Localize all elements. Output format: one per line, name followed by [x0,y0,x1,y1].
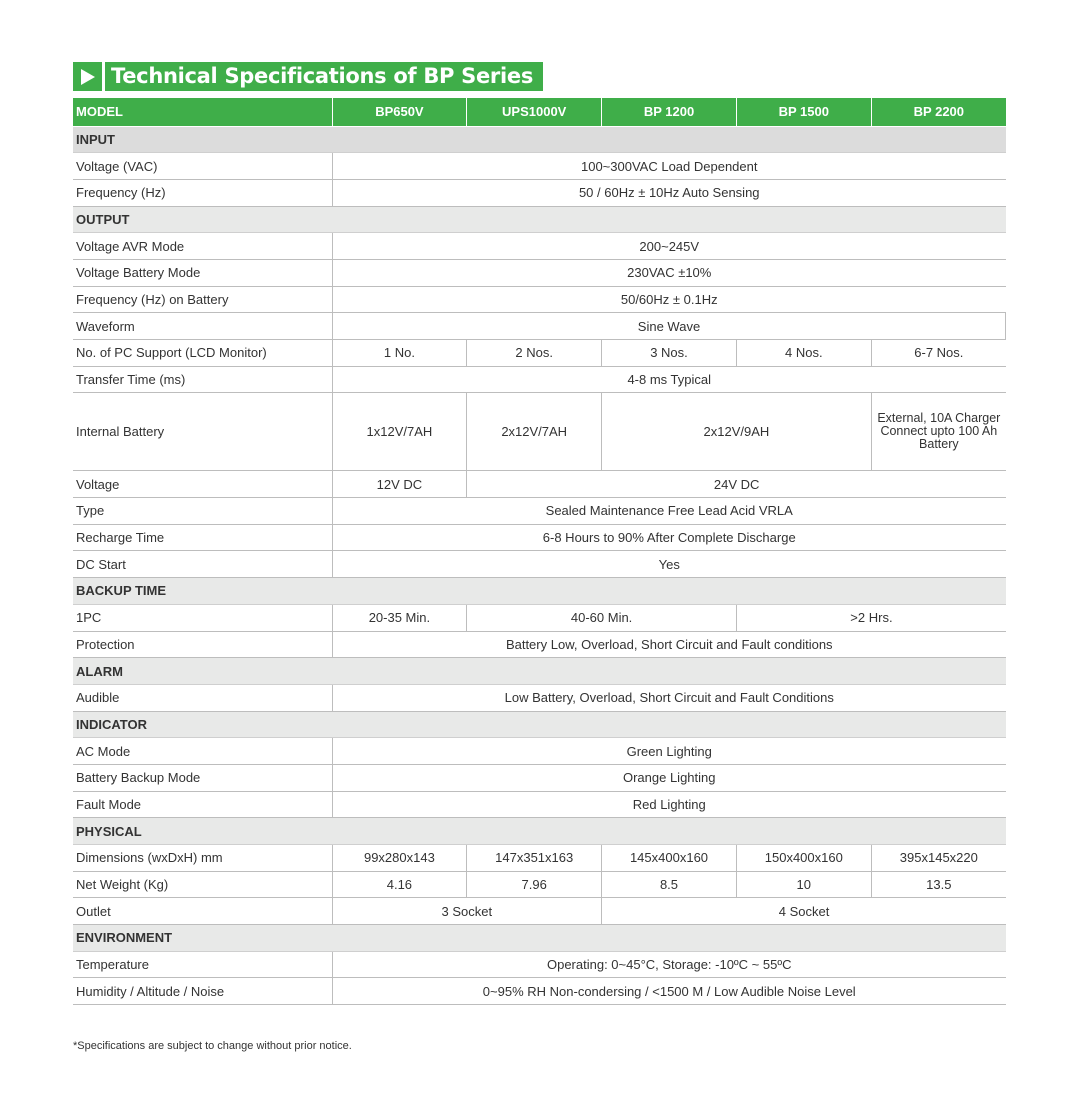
table-row [73,340,1006,367]
table-row [73,684,1006,711]
table-row [73,233,1006,260]
table-row [73,978,1006,1005]
row-value: 50/60Hz ± 0.1Hz [332,286,1006,313]
section-row [73,658,1006,685]
header-model: MODEL [73,98,332,126]
row-value: 6-8 Hours to 90% After Complete Discharge [332,524,1006,551]
table-row [73,471,1006,498]
table-row [73,524,1006,551]
section-physical: PHYSICAL [73,818,1006,845]
cell-value: 2x12V/7AH [467,393,602,471]
table-row [73,631,1006,658]
table-row [73,951,1006,978]
cell-value: 4.16 [332,871,467,898]
row-label: Internal Battery [73,393,332,471]
section-row [73,818,1006,845]
table-row [73,871,1006,898]
spec-table [73,98,1006,1005]
row-label: Protection [73,631,332,658]
row-label: 1PC [73,604,332,631]
cell-value: 147x351x163 [467,845,602,872]
page-title: Technical Specifications of BP Series [105,62,543,91]
table-row [73,791,1006,818]
cell-value: 10 [736,871,871,898]
cell-value: 6-7 Nos. [871,340,1006,367]
cell-value: 1x12V/7AH [332,393,467,471]
row-label: Waveform [73,313,332,340]
cell-value: 13.5 [871,871,1006,898]
cell-value: 7.96 [467,871,602,898]
table-row [73,604,1006,631]
cell-value: 2 Nos. [467,340,602,367]
cell-value: >2 Hrs. [736,604,1006,631]
table-row [73,366,1006,393]
table-row [73,764,1006,791]
row-value: Low Battery, Overload, Short Circuit and Fault Conditions [332,684,1006,711]
cell-value: 145x400x160 [602,845,737,872]
cell-value: 150x400x160 [736,845,871,872]
cell-value: 4 Socket [602,898,1006,925]
title-banner [73,62,543,91]
cell-value: 1 No. [332,340,467,367]
row-value: 200~245V [332,233,1006,260]
row-value: Orange Lighting [332,764,1006,791]
section-row [73,925,1006,952]
play-arrow-icon [73,62,102,91]
row-label: Transfer Time (ms) [73,366,332,393]
table-row [73,259,1006,286]
row-label: Voltage (VAC) [73,153,332,180]
cell-value: 12V DC [332,471,467,498]
table-row [73,498,1006,525]
row-value: 50 / 60Hz ± 10Hz Auto Sensing [332,179,1006,206]
row-value: 230VAC ±10% [332,259,1006,286]
row-value: 100~300VAC Load Dependent [332,153,1006,180]
cell-value: 2x12V/9AH [602,393,872,471]
row-label: Net Weight (Kg) [73,871,332,898]
row-label: Fault Mode [73,791,332,818]
cell-value: 20-35 Min. [332,604,467,631]
cell-value: 8.5 [602,871,737,898]
row-label: Voltage Battery Mode [73,259,332,286]
table-row [73,738,1006,765]
row-label: Battery Backup Mode [73,764,332,791]
section-row [73,578,1006,605]
section-row [73,126,1006,153]
row-label: Voltage [73,471,332,498]
table-row [73,551,1006,578]
table-row [73,845,1006,872]
cell-value: 40-60 Min. [467,604,737,631]
row-value: 0~95% RH Non-condersing / <1500 M / Low Audible Noise Level [332,978,1006,1005]
row-label: DC Start [73,551,332,578]
section-row [73,206,1006,233]
row-label: Frequency (Hz) [73,179,332,206]
row-value: Sine Wave [332,313,1006,340]
row-label: Type [73,498,332,525]
section-input: INPUT [73,126,1006,153]
section-backup-time: BACKUP TIME [73,578,1006,605]
row-value: Battery Low, Overload, Short Circuit and Fault conditions [332,631,1006,658]
header-model-1: BP650V [332,98,467,126]
row-value: Green Lighting [332,738,1006,765]
header-model-3: BP 1200 [602,98,737,126]
section-output: OUTPUT [73,206,1006,233]
cell-value: 395x145x220 [871,845,1006,872]
table-row [73,153,1006,180]
section-alarm: ALARM [73,658,1006,685]
header-model-5: BP 2200 [871,98,1006,126]
section-indicator: INDICATOR [73,711,1006,738]
cell-value: 3 Nos. [602,340,737,367]
row-value: Red Lighting [332,791,1006,818]
table-row [73,286,1006,313]
row-label: Audible [73,684,332,711]
row-label: Dimensions (wxDxH) mm [73,845,332,872]
table-row [73,179,1006,206]
row-label: Recharge Time [73,524,332,551]
cell-value: 24V DC [467,471,1006,498]
header-model-4: BP 1500 [736,98,871,126]
table-row [73,393,1006,471]
section-row [73,711,1006,738]
header-model-2: UPS1000V [467,98,602,126]
row-value: Yes [332,551,1006,578]
row-label: Voltage AVR Mode [73,233,332,260]
row-label: No. of PC Support (LCD Monitor) [73,340,332,367]
table-row [73,313,1006,340]
row-label: AC Mode [73,738,332,765]
cell-value: 4 Nos. [736,340,871,367]
cell-value: 3 Socket [332,898,602,925]
table-row [73,898,1006,925]
row-label: Frequency (Hz) on Battery [73,286,332,313]
cell-value: 99x280x143 [332,845,467,872]
row-value: Operating: 0~45°C, Storage: -10ºC ~ 55ºC [332,951,1006,978]
row-value: Sealed Maintenance Free Lead Acid VRLA [332,498,1006,525]
table-header-row [73,98,1006,126]
cell-value: External, 10A Charger Connect upto 100 Ah Battery [871,393,1006,471]
row-label: Temperature [73,951,332,978]
footnote: *Specifications are subject to change without prior notice. [73,1040,352,1052]
row-value: 4-8 ms Typical [332,366,1006,393]
section-environment: ENVIRONMENT [73,925,1006,952]
row-label: Outlet [73,898,332,925]
row-label: Humidity / Altitude / Noise [73,978,332,1005]
